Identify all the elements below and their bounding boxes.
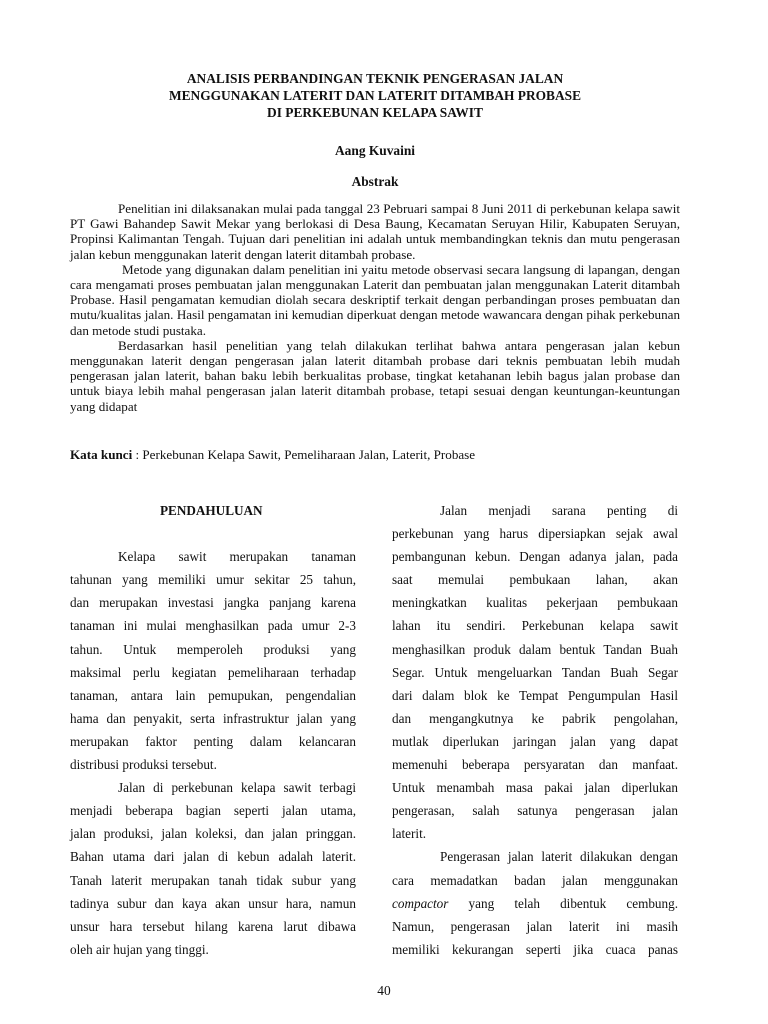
text-line: tahunan yang memiliki umur sekitar 25 tahun, — [70, 572, 356, 588]
text-line: unsur hara tersebut hilang karena larut dibawa — [70, 918, 356, 934]
title-line: MENGGUNAKAN LATERIT DAN LATERIT DITAMBAH PROBASE — [168, 88, 582, 103]
abstract-paragraph: Berdasarkan hasil penelitian yang telah dilakukan terlihat bahwa antara pengerasan jalan kebun menggunakan laterit dengan pengerasan jalan laterit ditambah probase dari teknis pembuatan lebih mudah pengerasan jalan laterit, bahan baku lebih berkualitas probase, tingkat ketahanan lebih bagus jalan probase dan untuk biaya lebih mahal pengerasan jalan laterit ditambah probase, tetapi sesuai dengan keuntungan-keuntungan yang didapat — [70, 337, 680, 414]
text-line: memenuhi beberapa persyaratan dan manfaat. — [392, 757, 678, 773]
keywords-label: Kata kunci — [70, 447, 133, 462]
text-line: maksimal perlu kegiatan pemeliharaan terhadap — [70, 664, 356, 680]
keywords-text: : Perkebunan Kelapa Sawit, Pemeliharaan Jalan, Laterit, Probase — [132, 447, 476, 462]
text-line: dan mengangkutnya ke pabrik pengolahan, — [392, 710, 678, 726]
text-line: cara memadatkan badan jalan menggunakan — [392, 872, 678, 888]
title-line: DI PERKEBUNAN KELAPA SAWIT — [267, 105, 483, 120]
text-line: menghasilkan produk dalam bentuk Tandan Buah — [392, 641, 678, 657]
abstract-body — [70, 201, 680, 414]
abstract-paragraph: Penelitian ini dilaksanakan mulai pada tanggal 23 Pebruari sampai 8 Juni 2011 di perkebunan kelapa sawit PT Gawi Bahandep Sawit Mekar yang berlokasi di Desa Baung, Kecamatan Seruyan Hilir, Kabupaten Seruyan, Propinsi Kalimantan Tengah. Tujuan dari penelitian ini adalah untuk membandingkan teknis dan mutu pengerasan jalan kebun menggunakan laterit dengan laterit ditambah probase. — [70, 201, 680, 262]
text-line: pengerasan, salah satunya pengerasan jalan — [392, 803, 678, 819]
left-column — [70, 499, 356, 961]
text-line: Tanah laterit merupakan tanah tidak subur yang — [70, 872, 356, 888]
paper-title — [70, 70, 680, 121]
text-line: menjadi beberapa bagian seperti jalan utama, — [70, 803, 356, 819]
text-line: perkebunan yang harus dipersiapkan sejak awal — [392, 526, 678, 542]
text-fragment: yang telah dibentuk cembung. — [468, 895, 678, 911]
text-line: tahun. Untuk memperoleh produksi yang — [70, 641, 356, 657]
text-line: saat memulai pembukaan lahan, akan — [392, 572, 678, 588]
text-line: tanaman ini mulai menghasilkan pada umur 2-3 — [70, 618, 356, 634]
abstract-paragraph: Metode yang digunakan dalam penelitian ini yaitu metode observasi secara langsung di lapangan, dengan cara mengamati proses pembuatan jalan menggunakan Laterit dan pembuatan jalan menggunakan Laterit ditambah Probase. Hasil pengamatan kemudian diolah secara deskriptif terkait dengan perbandingan proses pembuatan dan mutu/kualitas jalan. Hasil pengamatan ini kemudian diperkuat dengan metode wawancara dengan pihak perkebunan dan metode studi pustaka. — [70, 261, 680, 338]
text-line: Kelapa sawit merupakan tanaman — [118, 549, 356, 565]
text-line: Bahan utama dari jalan di kebun adalah laterit. — [70, 849, 356, 865]
text-line: laterit. — [392, 826, 427, 842]
text-line: Pengerasan jalan laterit dilakukan dengan — [440, 849, 678, 865]
text-line: hama dan penyakit, serta infrastruktur jalan yang — [70, 710, 356, 726]
text-line: merupakan faktor penting dalam kelancaran — [70, 733, 356, 749]
text-line: jalan produksi, jalan koleksi, dan jalan pringgan. — [70, 826, 356, 842]
text-line: oleh air hujan yang tinggi. — [70, 941, 209, 957]
text-line: tanaman, antara lain pemupukan, pengendalian — [70, 687, 356, 703]
title-line: ANALISIS PERBANDINGAN TEKNIK PENGERASAN JALAN — [186, 71, 564, 86]
text-line: distribusi produksi tersebut. — [70, 757, 217, 773]
text-line: meningkatkan kualitas pekerjaan pembukaan — [392, 595, 678, 611]
text-line: pembangunan kebun. Dengan adanya jalan, pada — [392, 549, 678, 565]
page-number: 40 — [377, 983, 391, 998]
author-name: Aang Kuvaini — [335, 143, 415, 158]
text-line: Jalan di perkebunan kelapa sawit terbagi — [118, 780, 356, 796]
text-line: Jalan menjadi sarana penting di — [440, 503, 678, 518]
text-line: tadinya subur dan kaya akan unsur hara, namun — [70, 895, 356, 911]
text-line: memiliki kekurangan seperti jika cuaca panas — [392, 941, 678, 957]
text-line: lahan itu sendiri. Perkebunan kelapa sawit — [392, 618, 678, 634]
text-line: Segar. Untuk mengeluarkan Tandan Buah Segar — [392, 664, 678, 680]
text-line: mutlak diperlukan jaringan jalan yang dapat — [392, 733, 678, 749]
keywords — [70, 447, 680, 463]
right-column — [392, 499, 678, 961]
blank-line — [70, 522, 356, 545]
abstract-heading: Abstrak — [351, 174, 399, 189]
text-line: Namun, pengerasan jalan laterit ini masih — [392, 918, 678, 934]
section-heading: PENDAHULUAN — [160, 503, 263, 518]
text-line: Untuk menambah masa pakai jalan diperlukan — [392, 780, 678, 796]
text-line: dan merupakan investasi jangka panjang karena — [70, 595, 356, 611]
text-line: dari dalam blok ke Tempat Pengumpulan Hasil — [392, 687, 678, 703]
italic-term: compactor — [392, 895, 449, 911]
text-line-with-italic — [392, 892, 678, 915]
